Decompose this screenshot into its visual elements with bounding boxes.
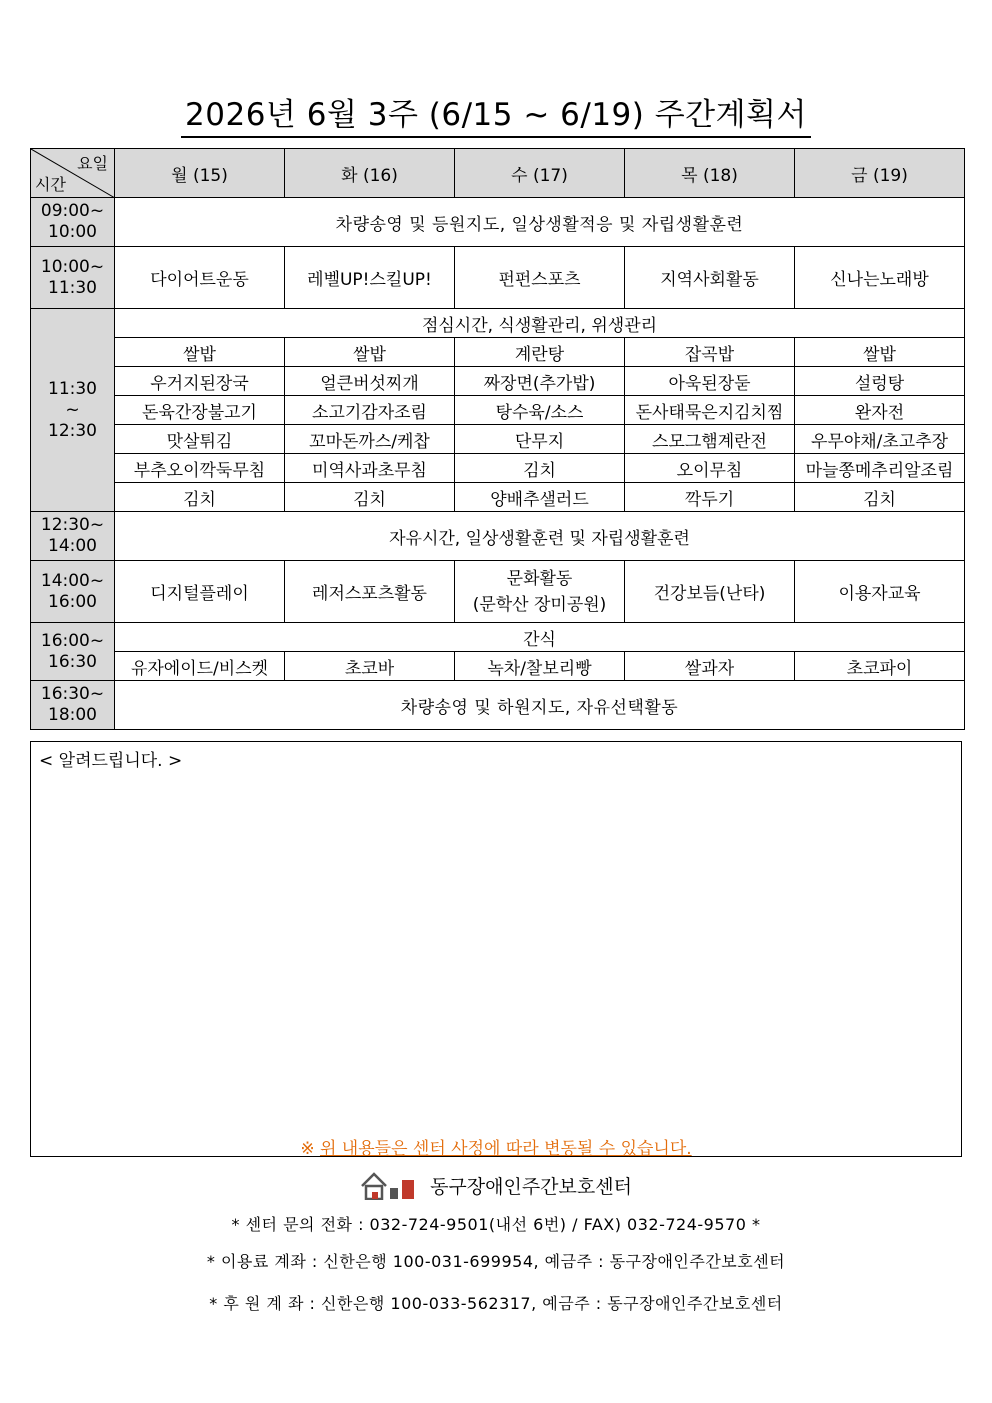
menu-item: 아욱된장둗	[625, 367, 795, 396]
activity-thu: 지역사회활동	[625, 247, 795, 309]
schedule-row-1000	[31, 247, 965, 309]
menu-item: 완자전	[795, 396, 965, 425]
schedule-row-1400	[31, 561, 965, 623]
menu-item: 부추오이깍둑무침	[115, 454, 285, 483]
corner-cell	[31, 149, 115, 198]
menu-item: 우거지된장국	[115, 367, 285, 396]
time-cell	[31, 623, 115, 681]
activity-mon: 다이어트운동	[115, 247, 285, 309]
time-end: 16:00	[48, 591, 97, 612]
menu-item: 깍두기	[625, 483, 795, 512]
schedule-row-1630	[31, 681, 965, 730]
activity-wed: 펀펀스포츠	[455, 247, 625, 309]
lunch-title-row	[31, 309, 965, 338]
time-end: 16:30	[48, 651, 97, 672]
menu-item: 마늘쫑메추리알조림	[795, 454, 965, 483]
snack-item: 유자에이드/비스켓	[115, 652, 285, 681]
activity-merged: 차량송영 및 하원지도, 자유선택활동	[115, 681, 965, 730]
disclaimer-text: 위 내용들은 센터 사정에 따라 변동될 수 있습니다.	[319, 1139, 692, 1159]
corner-time-label: 시간	[35, 175, 66, 194]
fee-account: * 이용료 계좌 : 신한은행 100-031-699954, 예금주 : 동구장애인주간보호센터	[206, 1252, 786, 1271]
menu-item: 짜장면(추가밥)	[455, 367, 625, 396]
menu-item: 단무지	[455, 425, 625, 454]
header-row	[31, 149, 965, 198]
center-name: 동구장애인주간보호센터	[430, 1176, 632, 1198]
time-end: 10:00	[48, 222, 97, 242]
lunch-menu-row	[31, 396, 965, 425]
notice-box	[30, 741, 962, 1157]
snack-item: 녹차/찰보리빵	[455, 652, 625, 681]
menu-item: 양배추샐러드	[455, 483, 625, 512]
menu-item: 소고기감자조림	[285, 396, 455, 425]
snack-row	[31, 652, 965, 681]
contact-phone: * 센터 문의 전화 : 032-724-9501(내선 6번) / FAX) 032-724-9570 *	[231, 1215, 761, 1234]
menu-item: 돈육간장불고기	[115, 396, 285, 425]
time-end: 14:00	[48, 536, 97, 556]
lunch-menu-row	[31, 483, 965, 512]
menu-item: 계란탕	[455, 338, 625, 367]
activity-mon: 디지털플레이	[115, 561, 285, 623]
menu-item: 꼬마돈까스/케찹	[285, 425, 455, 454]
menu-item: 오이무침	[625, 454, 795, 483]
activity-tue: 레벨UP!스킬UP!	[285, 247, 455, 309]
time-start: 14:00~	[40, 570, 105, 591]
time-end: 11:30	[48, 277, 97, 298]
time-cell	[31, 198, 115, 247]
time-start: 09:00~	[40, 201, 105, 221]
time-separator: ~	[65, 399, 80, 420]
weekly-schedule-table	[30, 148, 965, 730]
notice-disclaimer	[31, 1134, 961, 1159]
menu-item: 쌀밥	[115, 338, 285, 367]
time-cell	[31, 512, 115, 561]
menu-item: 김치	[795, 483, 965, 512]
menu-item: 쌀밥	[285, 338, 455, 367]
activity-thu: 건강보듬(난타)	[625, 561, 795, 623]
snack-item: 초코바	[285, 652, 455, 681]
page-title	[0, 96, 992, 138]
day-header-thu: 목 (18)	[625, 149, 795, 198]
donation-account: * 후 원 계 좌 : 신한은행 100-033-562317, 예금주 : 동구장애인주간보호센터	[209, 1294, 783, 1313]
snack-item: 쌀과자	[625, 652, 795, 681]
menu-item: 얼큰버섯찌개	[285, 367, 455, 396]
page-title-text: 2026년 6월 3주 (6/15 ~ 6/19) 주간계획서	[181, 96, 811, 138]
snack-item: 초코파이	[795, 652, 965, 681]
time-start: 16:30~	[40, 684, 105, 704]
snack-title-row	[31, 623, 965, 652]
day-header-wed: 수 (17)	[455, 149, 625, 198]
menu-item: 미역사과초무침	[285, 454, 455, 483]
activity-wed	[455, 561, 625, 623]
lunch-title: 점심시간, 식생활관리, 위생관리	[115, 309, 965, 338]
time-cell	[31, 247, 115, 309]
activity-merged: 차량송영 및 등원지도, 일상생활적응 및 자립생활훈련	[115, 198, 965, 247]
activity-wed-sub: (문학산 장미공원)	[472, 594, 607, 615]
day-header-fri: 금 (19)	[795, 149, 965, 198]
time-cell-lunch	[31, 309, 115, 512]
house-logo-icon	[360, 1170, 418, 1205]
time-start: 11:30	[48, 378, 97, 399]
time-start: 16:00~	[40, 630, 105, 651]
activity-merged: 자유시간, 일상생활훈련 및 자립생활훈련	[115, 512, 965, 561]
activity-tue: 레저스포츠활동	[285, 561, 455, 623]
day-header-mon: 월 (15)	[115, 149, 285, 198]
activity-fri: 신나는노래방	[795, 247, 965, 309]
menu-item: 김치	[455, 454, 625, 483]
menu-item: 스모그햄계란전	[625, 425, 795, 454]
schedule-row-0900	[31, 198, 965, 247]
menu-item: 우무야채/초고추장	[795, 425, 965, 454]
time-start: 10:00~	[40, 256, 105, 277]
activity-wed-title: 문화활동	[506, 568, 573, 589]
lunch-menu-row	[31, 454, 965, 483]
day-header-tue: 화 (16)	[285, 149, 455, 198]
menu-item: 김치	[285, 483, 455, 512]
menu-item: 맛살튀김	[115, 425, 285, 454]
time-start: 12:30~	[40, 515, 105, 535]
menu-item: 돈사태묵은지김치찜	[625, 396, 795, 425]
menu-item: 잡곡밥	[625, 338, 795, 367]
time-end: 12:30	[48, 420, 97, 441]
lunch-menu-row	[31, 425, 965, 454]
center-logo	[0, 1170, 992, 1205]
corner-day-label: 요일	[77, 154, 108, 173]
lunch-menu-row	[31, 367, 965, 396]
activity-fri: 이용자교육	[795, 561, 965, 623]
menu-item: 탕수육/소스	[455, 396, 625, 425]
notice-heading: < 알려드립니다. >	[39, 751, 183, 771]
menu-item: 설렁탕	[795, 367, 965, 396]
lunch-menu-row	[31, 338, 965, 367]
time-cell	[31, 681, 115, 730]
menu-item: 쌀밥	[795, 338, 965, 367]
schedule-row-1230	[31, 512, 965, 561]
disclaimer-mark: ※	[300, 1139, 315, 1159]
time-end: 18:00	[48, 705, 97, 725]
menu-item: 김치	[115, 483, 285, 512]
snack-title: 간식	[115, 623, 965, 652]
time-cell	[31, 561, 115, 623]
